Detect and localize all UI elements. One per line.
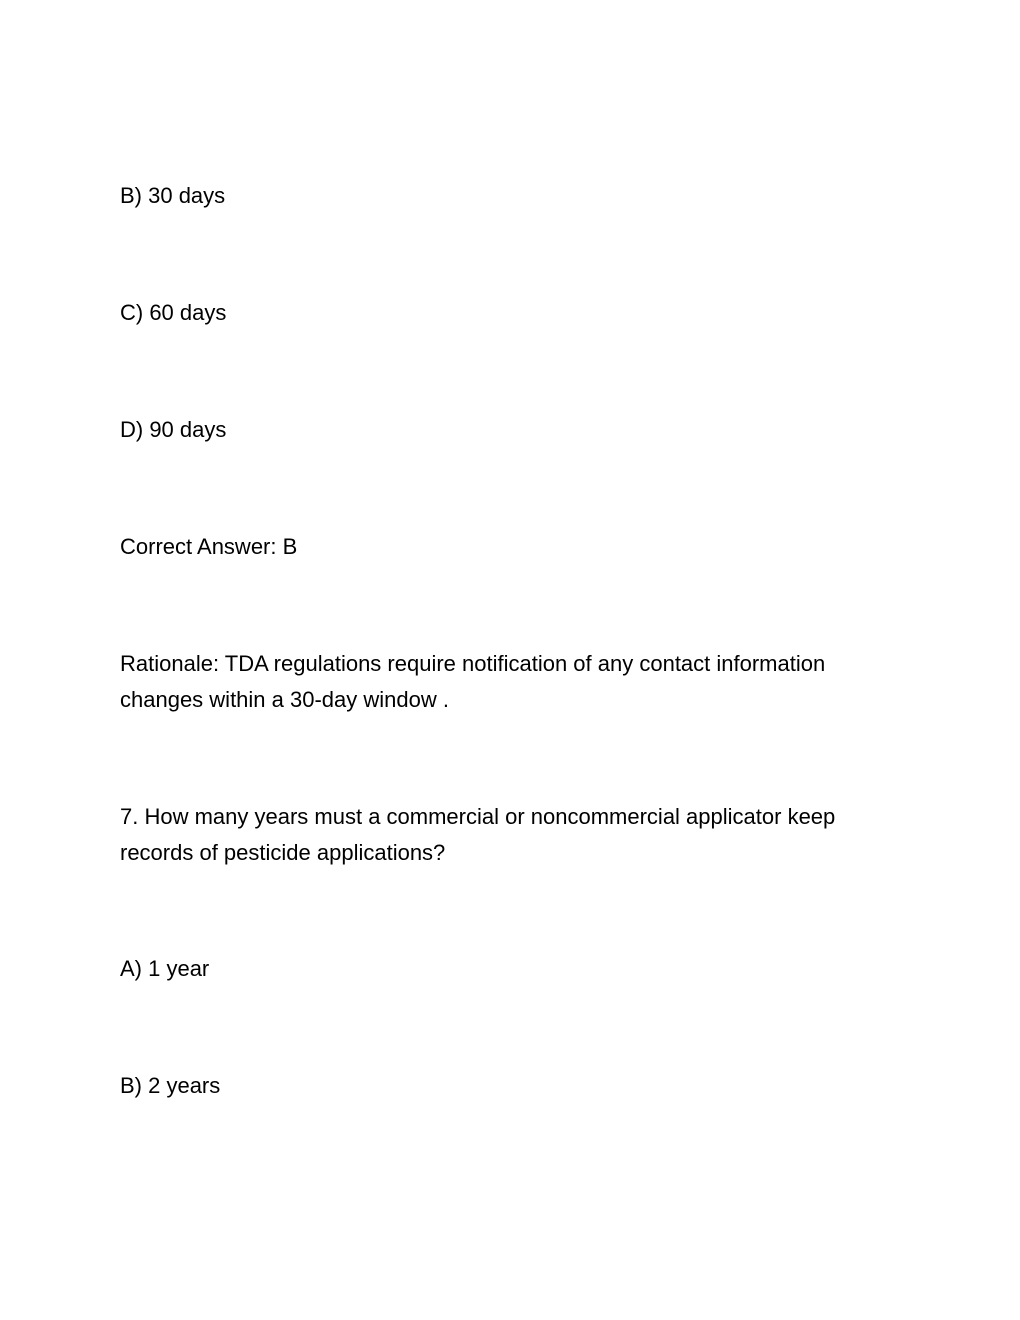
answer-option-c: C) 60 days [120,300,227,325]
correct-answer: Correct Answer: B [120,534,298,559]
rationale-text: Rationale: TDA regulations require notification of any contact information changes within a 30-day window . [120,651,826,712]
question-7-option-b: B) 2 years [120,1073,221,1098]
answer-option-d: D) 90 days [120,417,227,442]
answer-option-b: B) 30 days [120,183,226,208]
question-7: 7. How many years must a commercial or noncommercial applicator keep records of pesticide applications? [120,804,836,865]
question-7-option-a: A) 1 year [120,956,210,981]
